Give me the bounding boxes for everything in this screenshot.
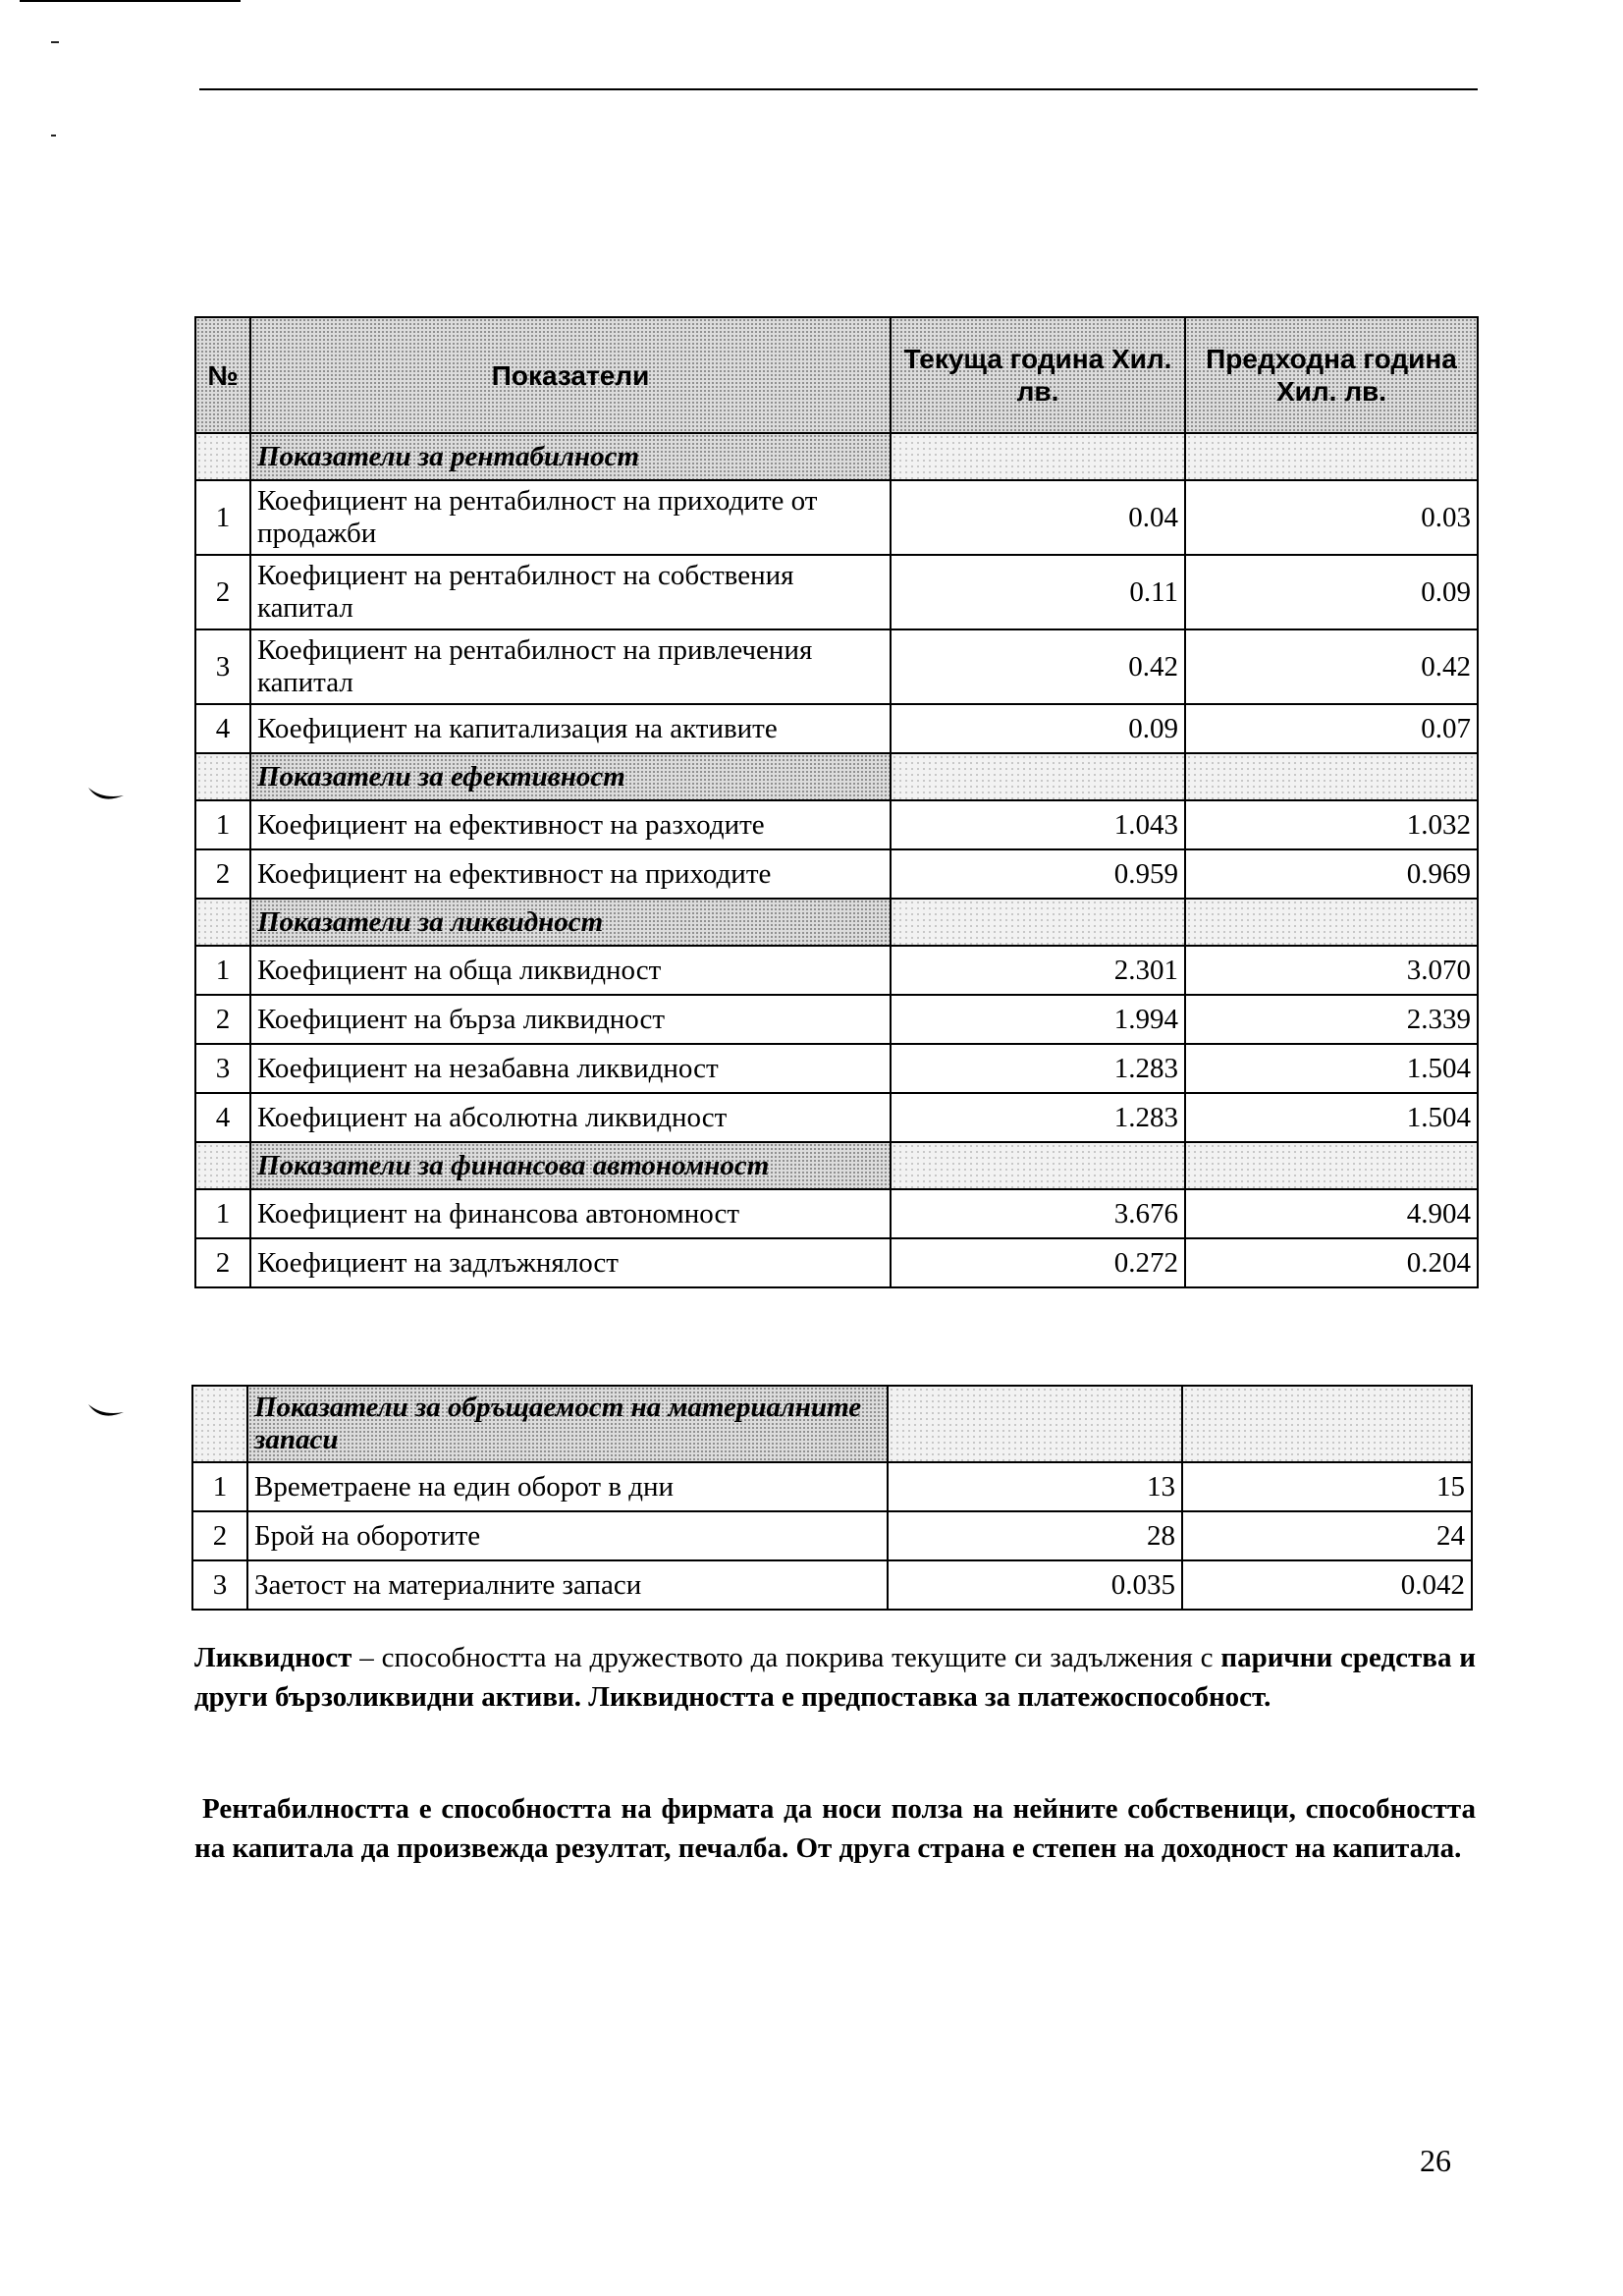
row-number: 2 bbox=[192, 1511, 247, 1560]
previous-year-value: 3.070 bbox=[1185, 946, 1478, 995]
row-label: Коефициент на обща ликвидност bbox=[250, 946, 891, 995]
table-row bbox=[195, 995, 1478, 1044]
previous-year-value: 0.204 bbox=[1185, 1238, 1478, 1287]
table-row bbox=[195, 1093, 1478, 1142]
table-row bbox=[195, 1044, 1478, 1093]
current-year-value: 0.959 bbox=[891, 849, 1185, 899]
row-number: 4 bbox=[195, 1093, 250, 1142]
row-number: 1 bbox=[192, 1462, 247, 1511]
previous-year-value: 1.504 bbox=[1185, 1044, 1478, 1093]
section-empty-cell bbox=[891, 433, 1185, 480]
table-row bbox=[195, 555, 1478, 629]
current-year-value: 0.42 bbox=[891, 629, 1185, 704]
previous-year-value: 0.42 bbox=[1185, 629, 1478, 704]
header-previous-year: Предходна година Хил. лв. bbox=[1185, 317, 1478, 433]
header-number: № bbox=[195, 317, 250, 433]
previous-year-value: 4.904 bbox=[1185, 1189, 1478, 1238]
section-empty-cell bbox=[1185, 433, 1478, 480]
scan-speck bbox=[51, 135, 56, 137]
header-indicators: Показатели bbox=[250, 317, 891, 433]
row-label: Брой на оборотите bbox=[247, 1511, 888, 1560]
section-title: Показатели за обръщаемост на материалните запаси bbox=[247, 1386, 888, 1462]
current-year-value: 28 bbox=[888, 1511, 1182, 1560]
current-year-value: 13 bbox=[888, 1462, 1182, 1511]
current-year-value: 3.676 bbox=[891, 1189, 1185, 1238]
row-number: 3 bbox=[195, 629, 250, 704]
row-label: Коефициент на абсолютна ликвидност bbox=[250, 1093, 891, 1142]
current-year-value: 0.035 bbox=[888, 1560, 1182, 1610]
previous-year-value: 1.504 bbox=[1185, 1093, 1478, 1142]
section-empty-cell bbox=[891, 899, 1185, 946]
row-number: 1 bbox=[195, 480, 250, 555]
liquidity-definition-bold: парични средства и други бързоликвидни активи. Ликвидността е предпоставка за платежоспособност. bbox=[194, 1642, 1476, 1713]
row-number: 3 bbox=[195, 1044, 250, 1093]
section-empty-cell bbox=[888, 1386, 1182, 1462]
section-row bbox=[195, 1142, 1478, 1189]
section-number-cell bbox=[192, 1386, 247, 1462]
section-title: Показатели за рентабилност bbox=[250, 433, 891, 480]
table-row bbox=[192, 1462, 1472, 1511]
row-label: Коефициент на капитализация на активите bbox=[250, 704, 891, 753]
section-title: Показатели за ликвидност bbox=[250, 899, 891, 946]
row-number: 2 bbox=[195, 849, 250, 899]
row-number: 1 bbox=[195, 946, 250, 995]
liquidity-definition-text: – способността на дружеството да покрива текущите си задължения с bbox=[352, 1642, 1221, 1673]
row-number: 2 bbox=[195, 995, 250, 1044]
liquidity-term: Ликвидност bbox=[194, 1642, 352, 1673]
section-row bbox=[195, 753, 1478, 800]
current-year-value: 0.11 bbox=[891, 555, 1185, 629]
row-label: Заетост на материалните запаси bbox=[247, 1560, 888, 1610]
section-empty-cell bbox=[1182, 1386, 1472, 1462]
current-year-value: 1.994 bbox=[891, 995, 1185, 1044]
section-empty-cell bbox=[1185, 1142, 1478, 1189]
row-label: Коефициент на задлъжнялост bbox=[250, 1238, 891, 1287]
row-label: Коефициент на незабавна ликвидност bbox=[250, 1044, 891, 1093]
row-label: Коефициент на ефективност на разходите bbox=[250, 800, 891, 849]
current-year-value: 2.301 bbox=[891, 946, 1185, 995]
row-number: 2 bbox=[195, 1238, 250, 1287]
previous-year-value: 0.07 bbox=[1185, 704, 1478, 753]
table-row bbox=[195, 704, 1478, 753]
current-year-value: 1.283 bbox=[891, 1044, 1185, 1093]
binding-hole-mark bbox=[86, 1402, 126, 1424]
row-label: Коефициент на рентабилност на собствения капитал bbox=[250, 555, 891, 629]
section-title: Показатели за ефективност bbox=[250, 753, 891, 800]
section-empty-cell bbox=[1185, 753, 1478, 800]
section-row bbox=[195, 899, 1478, 946]
profitability-definition: Рентабилността е способността на фирмата да носи полза на нейните собственици, способността на капитала да произвежда резултат, печалба. От друга страна е степен на доходност на капитала. bbox=[194, 1793, 1476, 1864]
section-number-cell bbox=[195, 753, 250, 800]
header-rule bbox=[199, 88, 1478, 90]
section-number-cell bbox=[195, 1142, 250, 1189]
financial-indicators-table bbox=[194, 316, 1479, 1288]
table-row bbox=[195, 800, 1478, 849]
table-row bbox=[195, 480, 1478, 555]
row-label: Времетраене на един оборот в дни bbox=[247, 1462, 888, 1511]
table-row bbox=[195, 946, 1478, 995]
table-row bbox=[192, 1560, 1472, 1610]
row-label: Коефициент на рентабилност на приходите от продажби bbox=[250, 480, 891, 555]
previous-year-value: 24 bbox=[1182, 1511, 1472, 1560]
section-row bbox=[192, 1386, 1472, 1462]
section-number-cell bbox=[195, 899, 250, 946]
section-empty-cell bbox=[891, 753, 1185, 800]
table-row bbox=[192, 1511, 1472, 1560]
header-current-year: Текуща година Хил. лв. bbox=[891, 317, 1185, 433]
previous-year-value: 2.339 bbox=[1185, 995, 1478, 1044]
table-row bbox=[195, 849, 1478, 899]
row-label: Коефициент на бърза ликвидност bbox=[250, 995, 891, 1044]
row-label: Коефициент на рентабилност на привлечения капитал bbox=[250, 629, 891, 704]
row-number: 4 bbox=[195, 704, 250, 753]
table-row bbox=[195, 629, 1478, 704]
section-number-cell bbox=[195, 433, 250, 480]
row-number: 1 bbox=[195, 800, 250, 849]
page-number: 26 bbox=[1420, 2143, 1451, 2178]
liquidity-definition bbox=[194, 1638, 1476, 1717]
table-row bbox=[195, 1238, 1478, 1287]
section-title: Показатели за финансова автономност bbox=[250, 1142, 891, 1189]
inventory-turnover-table bbox=[191, 1385, 1473, 1611]
section-empty-cell bbox=[891, 1142, 1185, 1189]
section-empty-cell bbox=[1185, 899, 1478, 946]
current-year-value: 1.043 bbox=[891, 800, 1185, 849]
current-year-value: 0.272 bbox=[891, 1238, 1185, 1287]
previous-year-value: 15 bbox=[1182, 1462, 1472, 1511]
current-year-value: 1.283 bbox=[891, 1093, 1185, 1142]
current-year-value: 0.04 bbox=[891, 480, 1185, 555]
previous-year-value: 0.969 bbox=[1185, 849, 1478, 899]
row-number: 2 bbox=[195, 555, 250, 629]
scan-top-edge-line bbox=[20, 0, 241, 2]
table-header-row bbox=[195, 317, 1478, 433]
section-row bbox=[195, 433, 1478, 480]
row-label: Коефициент на ефективност на приходите bbox=[250, 849, 891, 899]
table-row bbox=[195, 1189, 1478, 1238]
row-label: Коефициент на финансова автономност bbox=[250, 1189, 891, 1238]
previous-year-value: 0.09 bbox=[1185, 555, 1478, 629]
previous-year-value: 1.032 bbox=[1185, 800, 1478, 849]
previous-year-value: 0.03 bbox=[1185, 480, 1478, 555]
row-number: 3 bbox=[192, 1560, 247, 1610]
scan-speck bbox=[51, 41, 59, 43]
binding-hole-mark bbox=[86, 786, 126, 807]
row-number: 1 bbox=[195, 1189, 250, 1238]
previous-year-value: 0.042 bbox=[1182, 1560, 1472, 1610]
current-year-value: 0.09 bbox=[891, 704, 1185, 753]
